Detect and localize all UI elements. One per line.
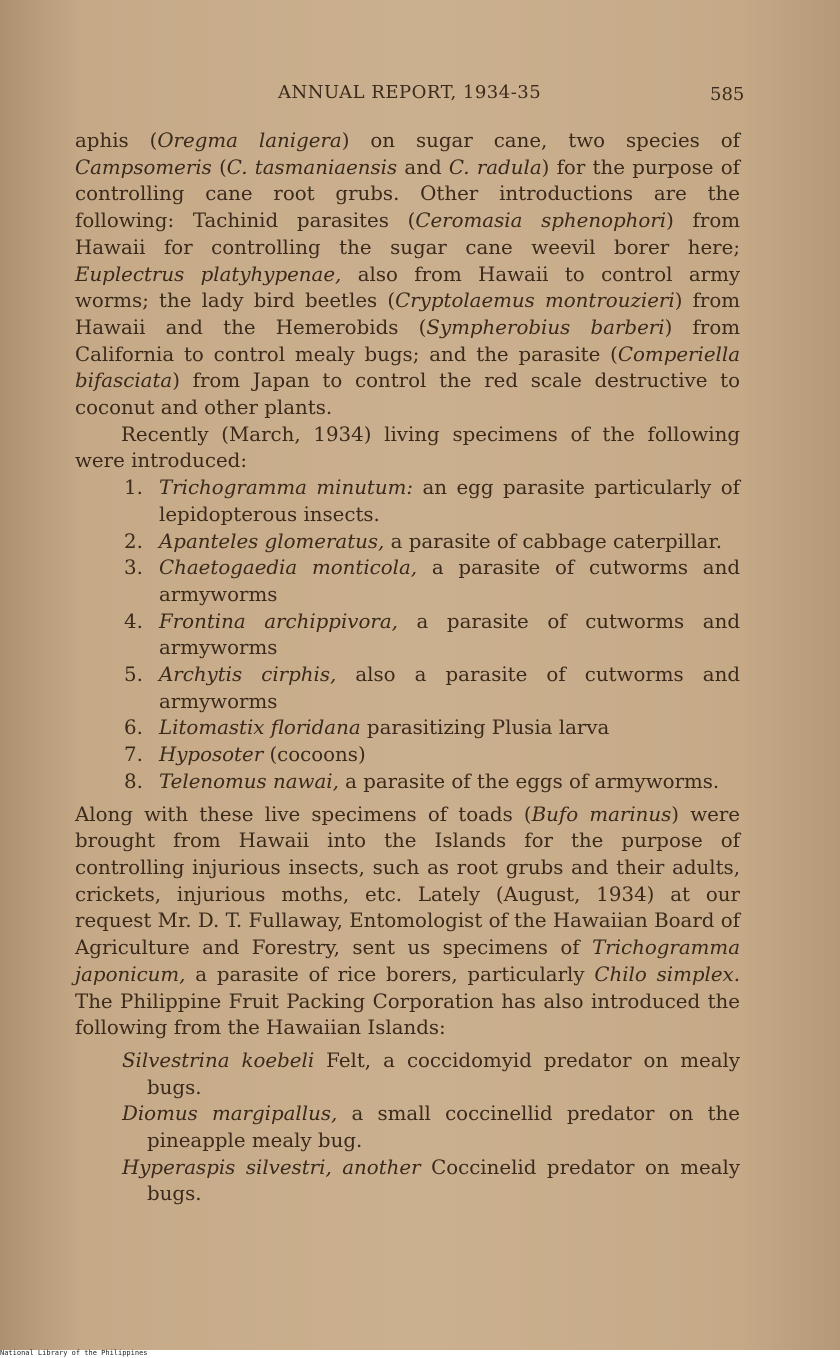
- list-item: 8. Telenomus nawai, a parasite of the eggs of armyworms.: [124, 769, 720, 793]
- page-number: 585: [710, 84, 745, 105]
- list-item: 5. Archytis cirphis, also a parasite of cutworms and armyworms: [124, 663, 740, 713]
- body-text: [75, 128, 740, 1208]
- footer-credit: National Library of the Philippines: [0, 1349, 148, 1357]
- list-item: 1. Trichogramma minutum: an egg parasite particularly of lepidopterous insects.: [124, 476, 740, 526]
- running-head: ANNUAL REPORT, 1934-35: [278, 82, 542, 103]
- list-item: 6. Litomastix floridana parasitizing Plusia larva: [124, 716, 610, 740]
- list-item: Diomus margipallus, a small coccinellid predator on the pineapple mealy bug.: [122, 1102, 740, 1153]
- list-item: 7. Hyposoter (cocoons): [124, 743, 366, 767]
- paragraph-toads: Along with these live specimens of toads (Bufo marinus) were brought from Hawaii into the Islands for the purpose of controlling injurious insects, such as root grubs and their adults, crickets, injurious moths, etc. Lately (August, 1934) at our request Mr. D. T. Fullaway, Entomologist of the Hawaiian Board of Agriculture and Forestry, sent us specimens of Trichogramma japonicum, a parasite of rice borers, particularly Chilo simplex. The Philippine Fruit Packing Corporation has also introduced the following from the Hawaiian Islands:: [75, 802, 740, 1040]
- paragraph-recently: Recently (March, 1934) living specimens of the following were introduced:: [75, 422, 740, 473]
- list-item: Hyperaspis silvestri, another Coccinelid predator on mealy bugs.: [122, 1155, 740, 1206]
- list-item: Silvestrina koebeli Felt, a coccidomyid predator on mealy bugs.: [122, 1048, 740, 1099]
- predator-list: [75, 1048, 740, 1208]
- list-item: 2. Apanteles glomeratus, a parasite of cabbage caterpillar.: [124, 529, 723, 553]
- list-item: 4. Frontina archippivora, a parasite of cutworms and armyworms: [124, 609, 740, 660]
- parasite-list: [75, 475, 740, 795]
- paragraph-introductions: aphis (Oregma lanigera) on sugar cane, two species of Campsomeris (C. tasmaniaensis and C. radula) for the purpose of controlling cane root grubs. Other introductions are the following: Tachinid parasites (Ceromasia sphenophori) from Hawaii for controlling the sugar cane weevil borer here; Euplectrus platyhypenae, also from Hawaii to control army worms; the lady bird beetles (Cryptolaemus montrouzieri) from Hawaii and the Hemerobids (Sympherobius barberi) from California to control mealy bugs; and the parasite (Comperiella bifasciata) from Japan to control the red scale destructive to coconut and other plants.: [75, 129, 741, 420]
- list-item: 3. Chaetogaedia monticola, a parasite of cutworms and armyworms: [124, 556, 740, 606]
